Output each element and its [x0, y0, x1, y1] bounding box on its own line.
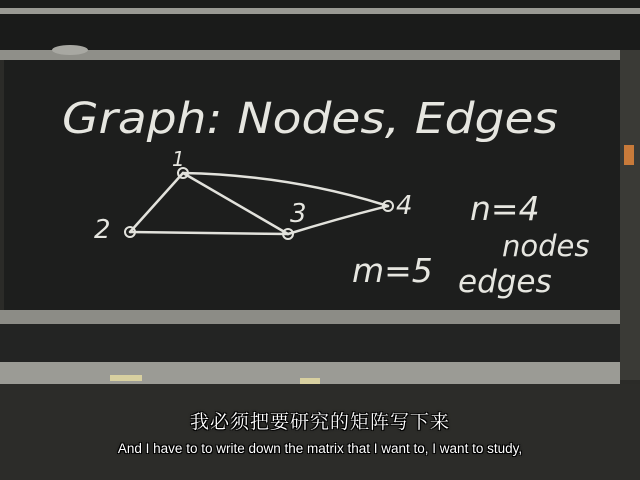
node-label-2: 2	[94, 215, 111, 245]
board-frame-right	[620, 50, 640, 380]
node-label-3: 3	[290, 199, 307, 229]
frame-marker	[624, 145, 634, 165]
subtitle-chinese: 我必须把要研究的矩阵写下来	[189, 411, 450, 433]
node-count: n=4	[470, 189, 540, 228]
upper-chalkboard	[0, 14, 640, 52]
board-title: Graph: Nodes, Edges	[62, 94, 558, 144]
chalk-piece	[110, 375, 142, 381]
eraser	[52, 45, 88, 55]
lower-chalkboard	[0, 324, 620, 364]
chalk-piece	[300, 378, 320, 384]
subtitle-english: And I have to to write down the matrix that I want to, I want to study,	[117, 441, 523, 456]
node-count-word: nodes	[502, 229, 590, 263]
node-label-4: 4	[396, 191, 413, 221]
edge-count: m=5	[352, 251, 433, 290]
edge-count-word: edges	[458, 264, 552, 300]
upper-board-ledge	[0, 50, 640, 60]
upper-board-rail	[0, 8, 640, 14]
node-label-1: 1	[172, 147, 185, 171]
main-board-ledge	[0, 310, 620, 324]
